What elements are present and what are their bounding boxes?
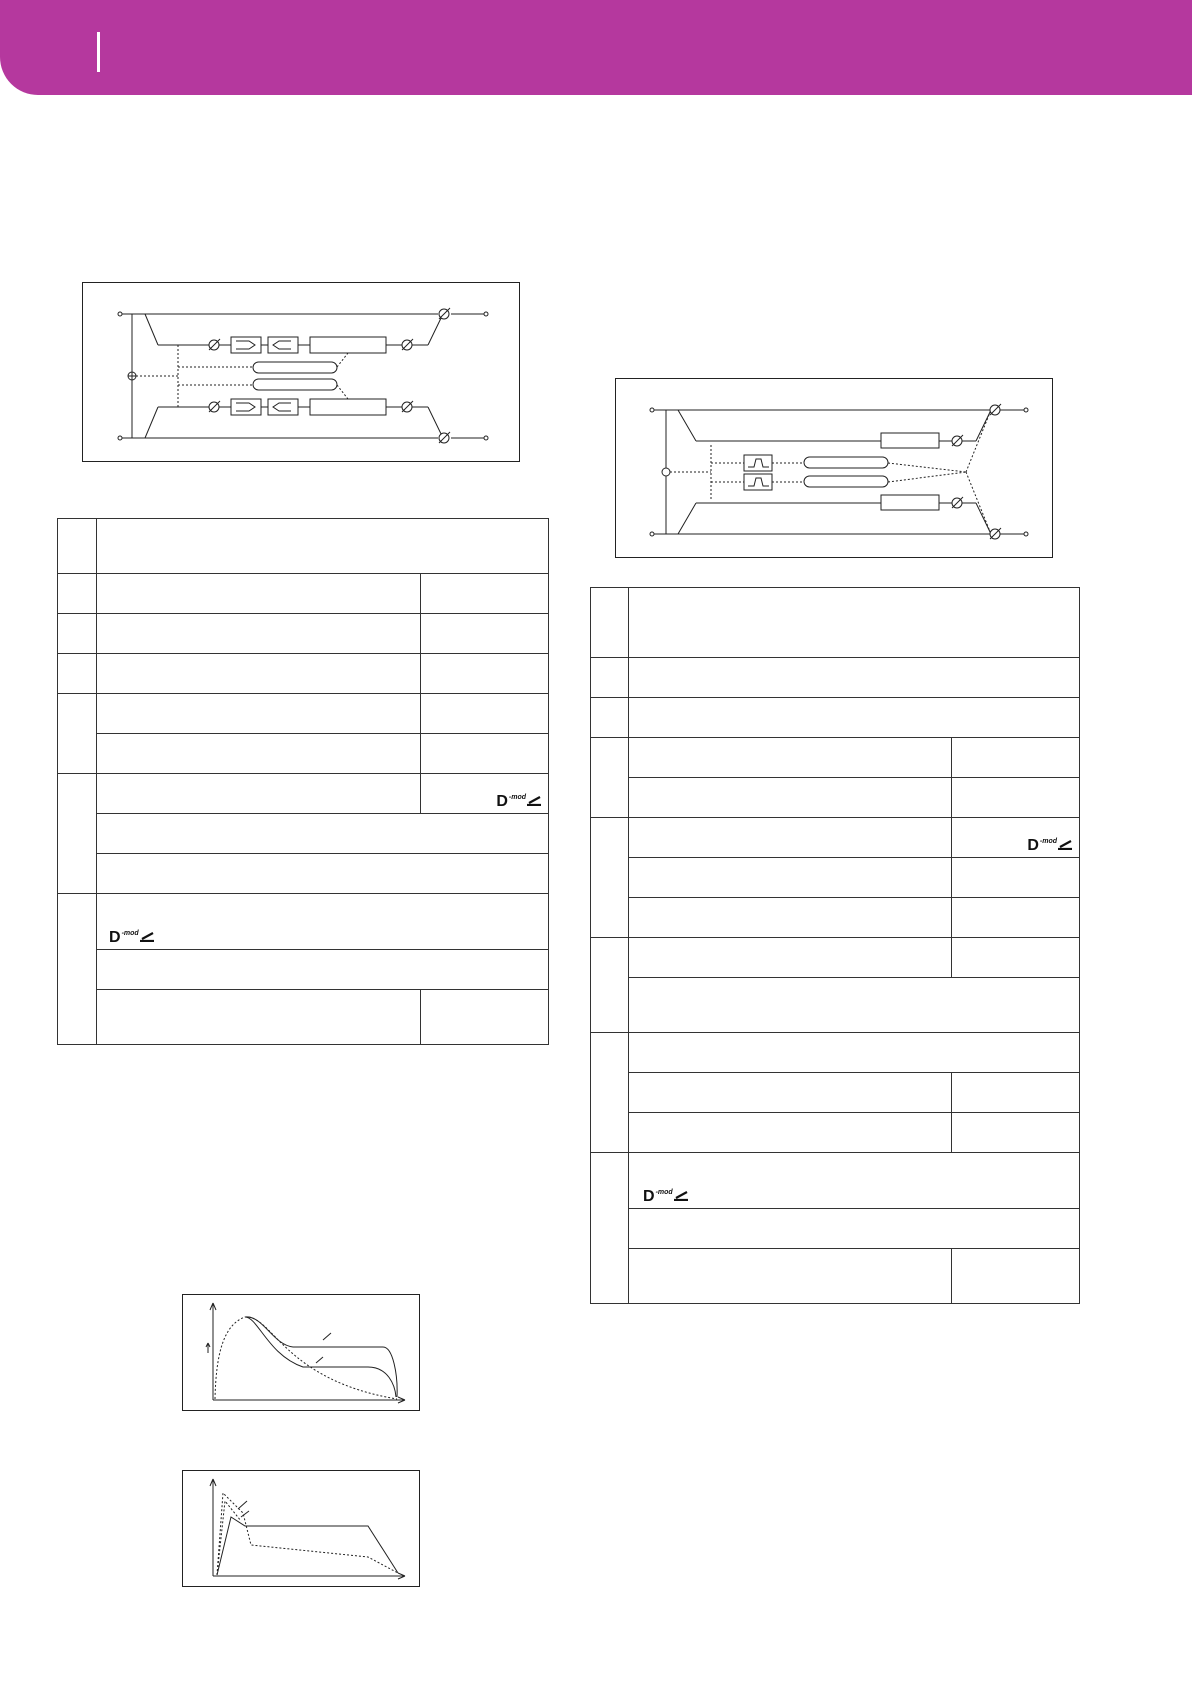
envelope-curve-graph-lower: [182, 1470, 420, 1587]
parameter-table-right: [590, 587, 1080, 1304]
response-curve-graph-upper: [182, 1294, 420, 1411]
header-divider: [97, 32, 100, 72]
stereo-effect-block-diagram-left: [82, 282, 520, 462]
dmod-icon: D $^{-mod}$: [496, 794, 542, 810]
dmod-icon: D $^{-mod}$: [1027, 838, 1073, 854]
dmod-icon: D $^{-mod}$: [643, 1189, 689, 1205]
dmod-icon: D $^{-mod}$: [109, 930, 155, 946]
page-header-band: [0, 0, 1192, 95]
stereo-filter-block-diagram-right: [615, 378, 1053, 558]
row-number-cell: [58, 519, 97, 574]
parameter-table-left: [57, 518, 549, 1045]
